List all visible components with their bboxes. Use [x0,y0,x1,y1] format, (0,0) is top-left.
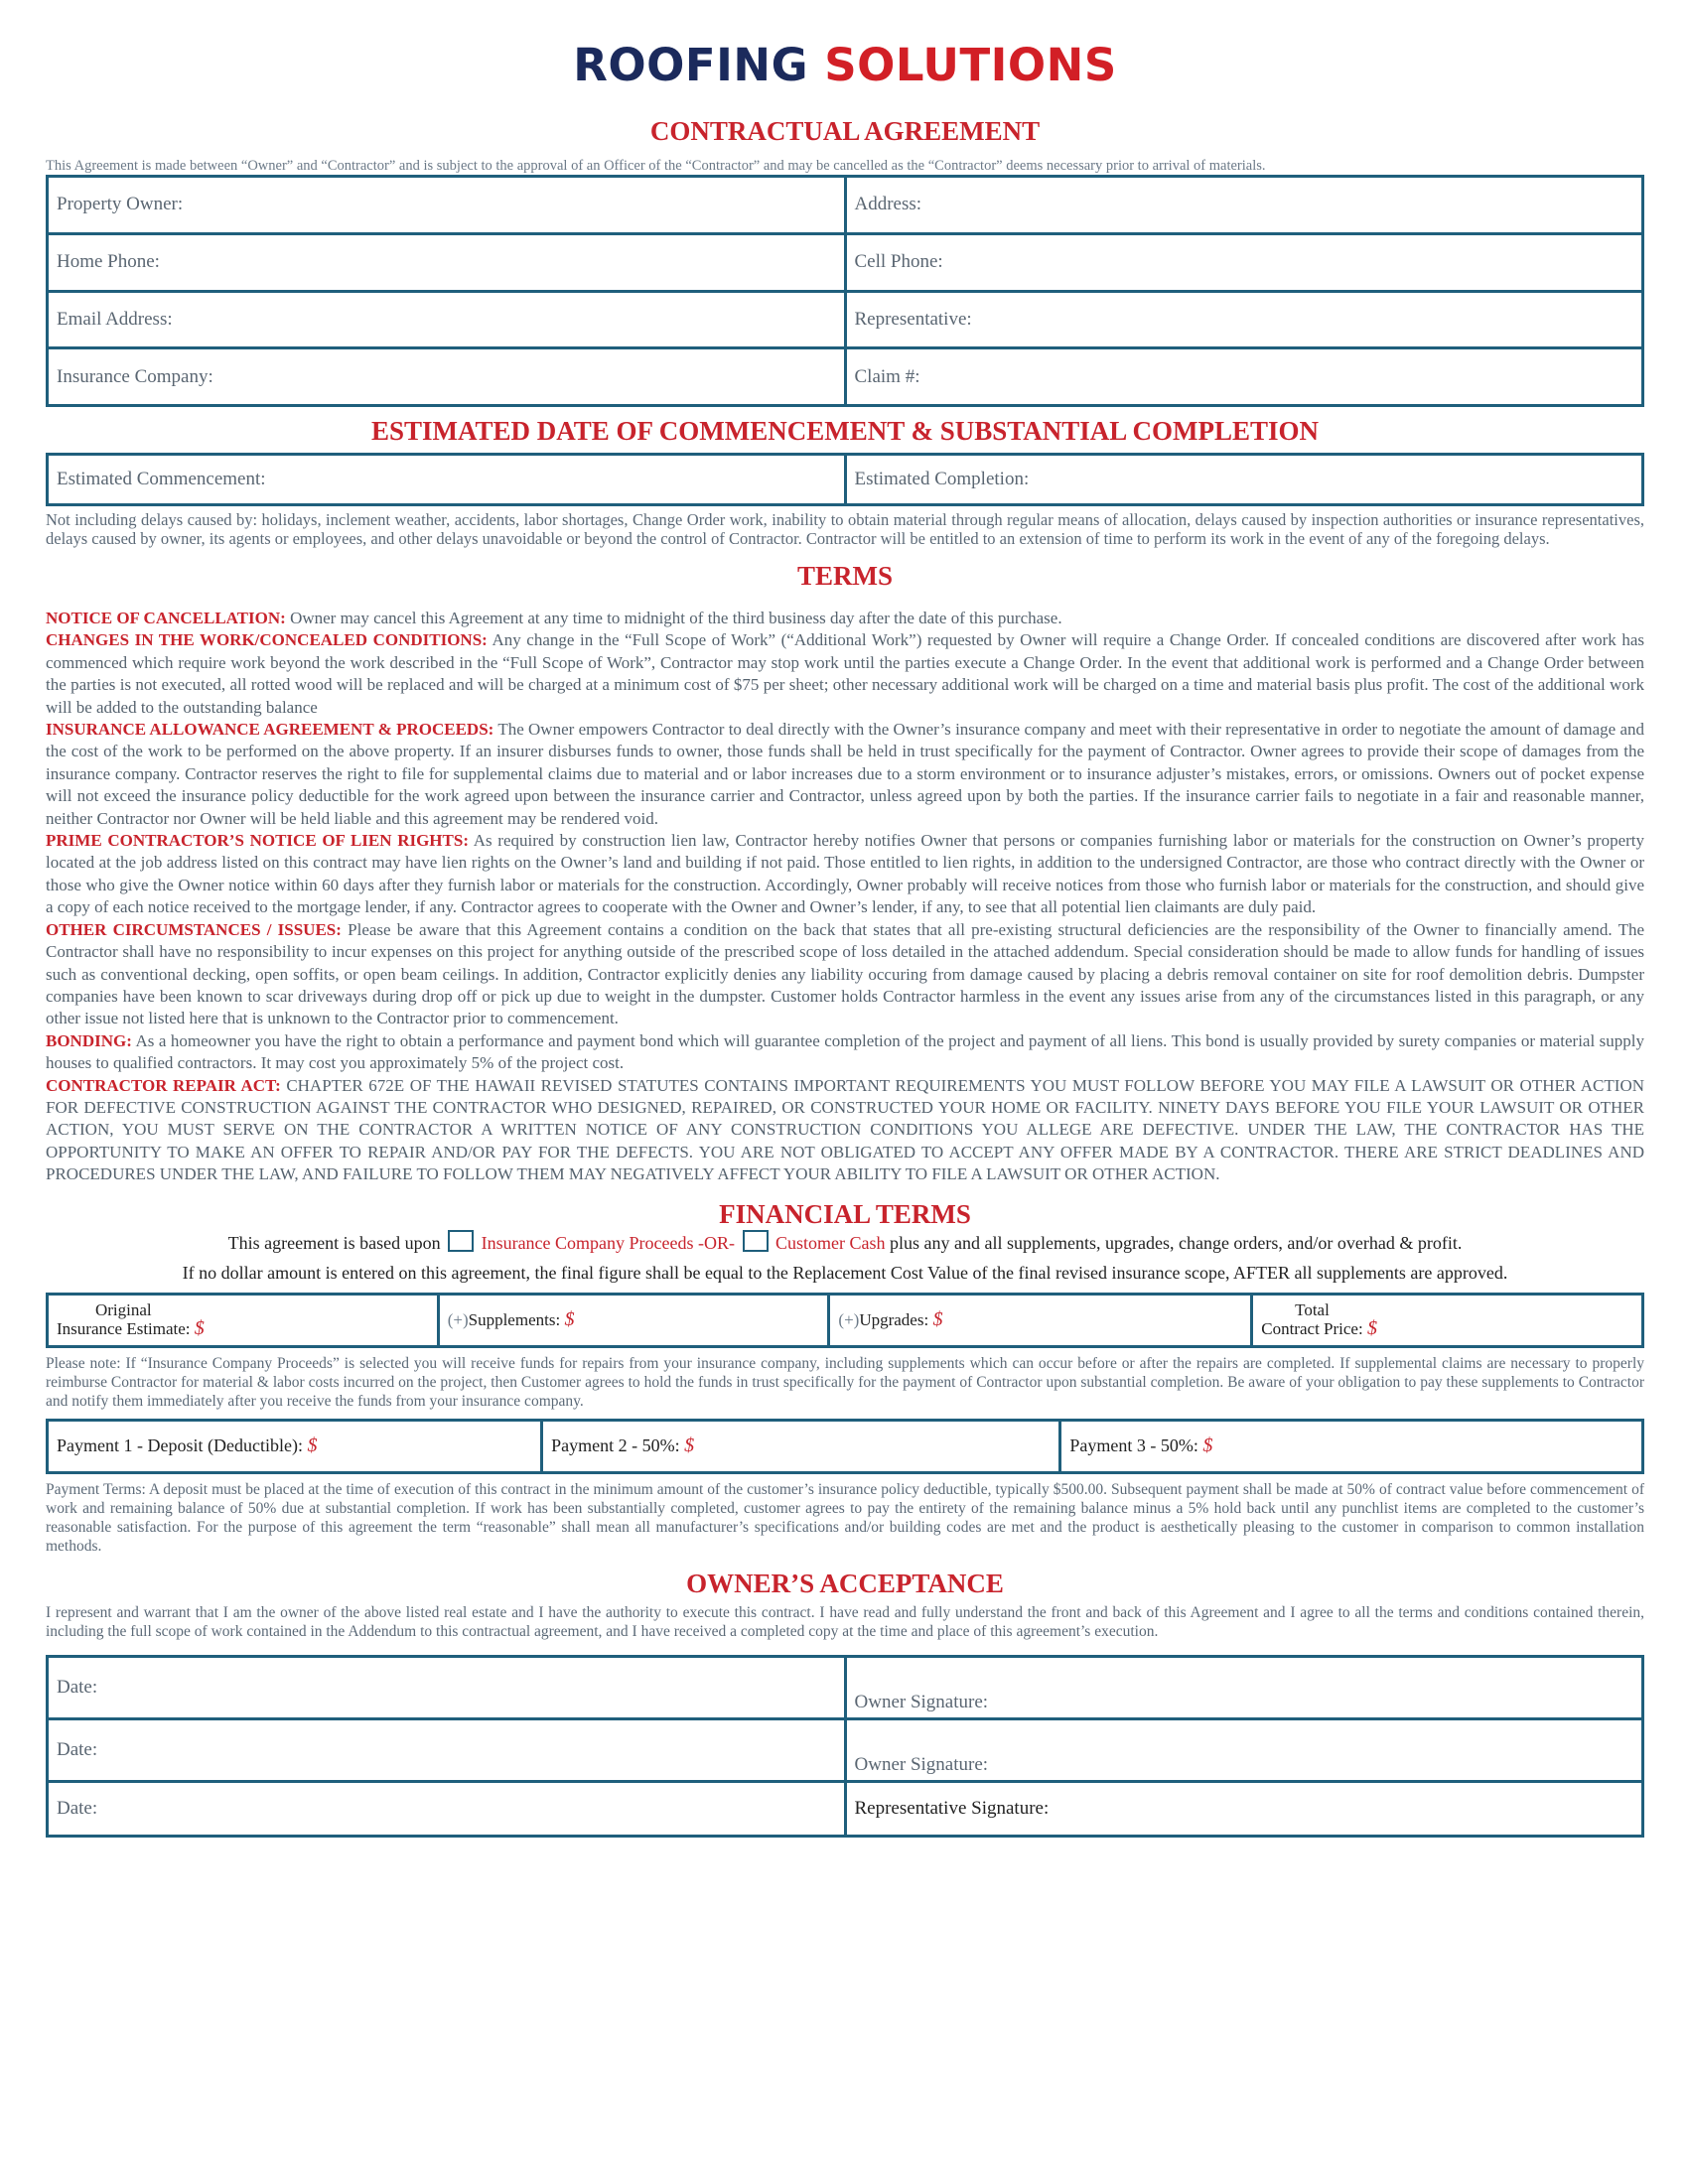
total-label-line1: Total [1295,1299,1330,1319]
original-label-line2: Insurance Estimate: [57,1318,191,1338]
terms-heading: TERMS [796,561,894,591]
payment1-field[interactable] [48,1420,542,1472]
dates-table [46,453,1644,506]
upgrades-field[interactable] [829,1294,1252,1346]
payment-terms-text: Payment Terms: A deposit must be placed at the time of execution of this contract in the minimum amount of the customer’s insurance policy deductible, typically $500.00. Subsequent payment shall be made at 50% of contract value before commencement of work and remaining balance of 50% due at substantial completion. If work has been substantially completed, customer agrees to pay the entirety of the remaining balance minus a 5% hold back until any punchlist items are completed to the customer’s reasonable satisfaction. For the purpose of this agreement the term “reasonable” shall mean all manufacturer’s specifications and/or building codes are met and the product is aesthetically pleasing to the customer in comparison to common installation methods. [46,1480,1644,1555]
acceptance-text: I represent and warrant that I am the owner of the above listed real estate and I have the authority to execute this contract. I have read and fully understand the front and back of this Agreement and I agree to all the terms and conditions contained therein, including the full scope of work contained in the Addendum to this contractual agreement, and I have received a completed copy at the time and place of this agreement’s execution. [46,1603,1644,1640]
company-logo [46,38,1644,93]
contract-page [46,0,1644,1838]
email-field[interactable]: Email Address: [48,291,846,348]
term-text: As a homeowner you have the right to obtain a performance and payment bond which will guarantee completion of the project and payment of all liens. This bond is usually provided by surety companies or material supply houses to qualified contractors. It may cost you approximately 5% of the project cost. [46,1030,1645,1073]
payments-table [46,1419,1644,1474]
acceptance-heading: OWNER’S ACCEPTANCE [686,1568,1004,1598]
no-dollar-note: If no dollar amount is entered on this agreement, the final figure shall be equal to the Replacement Cost Value of the final revised insurance scope, AFTER all supplements are approved. [182,1262,1508,1283]
term-label: OTHER CIRCUMSTANCES / ISSUES: [46,919,342,939]
term-text: Owner may cancel this Agreement at any time to midnight of the third business day after the date of this purchase. [290,609,1062,627]
term-changes [46,629,1644,719]
terms-section [46,608,1644,1186]
payment1-label: Payment 1 - Deposit (Deductible): [57,1435,303,1456]
delays-note: Not including delays caused by: holidays, inclement weather, accidents, labor shortages, Change Order work, inability to obtain material through regular means of allocation, delays caused by inspection authorities or insurance representatives, delays caused by owner, its agents or employees, and other delays unavoidable or beyond the control of Contractor. Contractor will be entitled to an extension of time to perform its work in the event of any of the foregoing delays. [46,510,1644,548]
owner-info-table [46,175,1644,407]
financial-heading: FINANCIAL TERMS [719,1198,971,1229]
term-label: BONDING: [46,1030,132,1050]
supplements-label: Supplements: [468,1310,561,1330]
term-lien-rights [46,830,1644,919]
basis-prefix: This agreement is based upon [227,1232,441,1253]
dollar-sign: $ [932,1308,943,1331]
term-repair-act [46,1075,1644,1186]
basis-suffix: plus any and all supplements, upgrades, change orders, and/or overhad & profit. [890,1232,1463,1253]
dollar-sign: $ [684,1434,695,1457]
owner-signature-field-2[interactable]: Owner Signature: [845,1718,1643,1781]
estimated-completion-field[interactable]: Estimated Completion: [845,455,1643,505]
address-field[interactable]: Address: [845,177,1643,234]
original-estimate-field[interactable] [48,1294,439,1346]
term-label: INSURANCE ALLOWANCE AGREEMENT & PROCEEDS: [46,720,494,740]
payment2-field[interactable] [542,1420,1060,1472]
term-text: Any change in the “Full Scope of Work” (“Additional Work”) requested by Owner will require a Change Order. If concealed conditions are discovered after work has commenced which require work beyond the work described in the “Full Scope of Work”, Contractor may stop work until the parties execute a Change Order. In the event that additional work is performed and a Change Order between the parties is not executed, all rotted wood will be replaced and will be charged at a minimum cost of $75 per sheet; other necessary additional work will be charged on a time and material basis plus profit. The cost of the additional work will be added to the outstanding balance [46,630,1645,717]
term-insurance [46,719,1644,830]
term-other-circumstances [46,919,1644,1030]
estimated-commencement-field[interactable]: Estimated Commencement: [48,455,846,505]
term-label: NOTICE OF CANCELLATION: [46,609,286,627]
payment3-label: Payment 3 - 50%: [1069,1435,1198,1456]
original-estimate-label [57,1300,191,1338]
term-label: CHANGES IN THE WORK/CONCEALED CONDITIONS: [46,630,488,650]
page-title: CONTRACTUAL AGREEMENT [649,116,1041,146]
logo-word-roofing: ROOFING [573,39,809,91]
signature-table [46,1655,1644,1838]
date-field-1[interactable]: Date: [48,1656,846,1718]
total-contract-label [1261,1300,1362,1338]
insurance-company-field[interactable]: Insurance Company: [48,348,846,406]
representative-signature-field[interactable]: Representative Signature: [845,1782,1643,1837]
term-bonding [46,1030,1644,1075]
payment2-label: Payment 2 - 50%: [551,1435,680,1456]
total-contract-price-field[interactable] [1252,1294,1643,1346]
payment3-field[interactable] [1060,1420,1643,1472]
financial-amounts-table [46,1293,1644,1348]
dollar-sign: $ [307,1434,318,1457]
representative-field[interactable]: Representative: [845,291,1643,348]
term-label: PRIME CONTRACTOR’S NOTICE OF LIEN RIGHTS: [46,831,469,851]
property-owner-field[interactable]: Property Owner: [48,177,846,234]
cell-phone-field[interactable]: Cell Phone: [845,233,1643,291]
term-text: CHAPTER 672E OF THE HAWAII REVISED STATUTES CONTAINS IMPORTANT REQUIREMENTS YOU MUST FOLLOW BEFORE YOU MAY FILE A LAWSUIT OR OTHER ACTION FOR DEFECTIVE CONSTRUCTION AGAINST THE CONTRACTOR WHO DESIGNED, REPAIRED, OR CONSTRUCTED YOUR HOME OR FACILITY. NINETY DAYS BEFORE YOU FILE YOUR LAWSUIT OR OTHER ACTION, YOU MUST SERVE ON THE CONTRACTOR A WRITTEN NOTICE OF ANY CONSTRUCTION CONDITIONS YOU ALLEGE ARE DEFECTIVE. UNDER THE LAW, THE CONTRACTOR HAS THE OPPORTUNITY TO MAKE AN OFFER TO REPAIR AND/OR PAY FOR THE DEFECTS. YOU ARE NOT OBLIGATED TO ACCEPT ANY OFFER MADE BY A CONTRACTOR. THERE ARE STRICT DEADLINES AND PROCEDURES UNDER THE LAW, AND FAILURE TO FOLLOW THEM MAY NEGATIVELY AFFECT YOUR ABILITY TO FILE A LAWSUIT OR OTHER ACTION. [46,1075,1644,1184]
term-cancellation [46,608,1644,629]
date-field-3[interactable]: Date: [48,1782,846,1837]
insurance-proceeds-checkbox[interactable] [448,1230,474,1252]
total-label-line2: Contract Price: [1261,1318,1363,1338]
logo-word-solutions: SOLUTIONS [824,39,1117,91]
dates-heading: ESTIMATED DATE OF COMMENCEMENT & SUBSTANTIAL COMPLETION [370,416,1320,446]
date-field-2[interactable]: Date: [48,1718,846,1781]
plus-sign: (+) [838,1310,860,1330]
term-text: Please be aware that this Agreement contains a condition on the back that states that all pre-existing structural deficiencies are the responsibility of the Owner to financially amend. The Contractor shall have no responsibility to incur expenses on this project for anything outside of the prescribed scope of loss detailed in the attached addendum. Special consideration should be made to allow funds for handling of issues such as conventional decking, open soffits, or open beam ceilings. In addition, Contractor explicitly denies any liability occuring from damage caused by placing a debris removal container on site for roof demolition debris. Dumpster companies have been known to scar driveways during drop off or pick up due to weight in the dumpster. Customer holds Contractor harmless in the event any issues arise from any of the circumstances listed in this paragraph, or any other issue not listed here that is unknown to the Contractor prior to commencement. [46,919,1645,1028]
home-phone-field[interactable]: Home Phone: [48,233,846,291]
owner-signature-field-1[interactable]: Owner Signature: [845,1656,1643,1718]
term-text: As required by construction lien law, Contractor hereby notifies Owner that persons or companies furnishing labor or materials for the construction on Owner’s property located at the job address listed on this contract may have lien rights on the Owner’s land and building if not paid. Those entitled to lien rights, in addition to the undersigned Contractor, are those who contract directly with the Owner or those who give the Owner notice within 60 days after they furnish labor or materials for the construction. Accordingly, Owner probably will receive notices from those who furnish labor or materials for the construction, and should give a copy of each notice received to the mortgage lender, if any. Contractor agrees to cooperate with the Owner and Owner’s lender, if any, to see that all potential lien claimants are duly paid. [46,831,1644,917]
dollar-sign: $ [1366,1316,1377,1339]
please-note-text: Please note: If “Insurance Company Proceeds” is selected you will receive funds for repairs from your insurance company, including supplements which can occur before or after the repairs are completed. If supplemental claims are necessary to properly reimburse Contractor for material & labor costs incurred on the project, then Customer agrees to hold the funds in trust specifically for the payment of Contractor upon substantial completion. Be aware of your obligation to pay these supplements to Contractor and notify them immediately after you receive the funds from your insurance company. [46,1354,1644,1410]
customer-cash-checkbox[interactable] [743,1230,769,1252]
intro-text: This Agreement is made between “Owner” and “Contractor” and is subject to the approval of an Officer of the “Contractor” and may be cancelled as the “Contractor” deems necessary prior to arrival of materials. [46,158,1266,174]
upgrades-label: Upgrades: [859,1310,929,1330]
payment-basis-line [46,1230,1644,1255]
customer-cash-label: Customer Cash [775,1232,886,1253]
dollar-sign: $ [194,1316,205,1339]
insurance-proceeds-label: Insurance Company Proceeds -OR- [481,1232,736,1253]
dollar-sign: $ [1202,1434,1213,1457]
claim-number-field[interactable]: Claim #: [845,348,1643,406]
dollar-sign: $ [564,1308,575,1331]
supplements-field[interactable] [438,1294,829,1346]
original-label-line1: Original [94,1299,152,1319]
term-label: CONTRACTOR REPAIR ACT: [46,1075,281,1095]
term-text: The Owner empowers Contractor to deal directly with the Owner’s insurance company and meet with their representative in order to negotiate the amount of damage and the cost of the work to be performed on the above property. If an insurer disburses funds to owner, those funds shall be held in trust specifically for the payment of Contractor. Owner agrees to provide their scope of damages from the insurance company. Contractor reserves the right to file for supplemental claims due to material and or labor increases due to a storm environment or to insurance adjuster’s mistakes, errors, or omissions. Owners out of pocket expense will not exceed the insurance policy deductible for the work agreed upon between the insurance carrier and Contractor, unless agreed upon by both the parties. If the insurance carrier fails to negotiate in a fair and reasonable manner, neither Contractor nor Owner will be held liable and this agreement may be rendered void. [46,720,1644,828]
plus-sign: (+) [447,1310,469,1330]
